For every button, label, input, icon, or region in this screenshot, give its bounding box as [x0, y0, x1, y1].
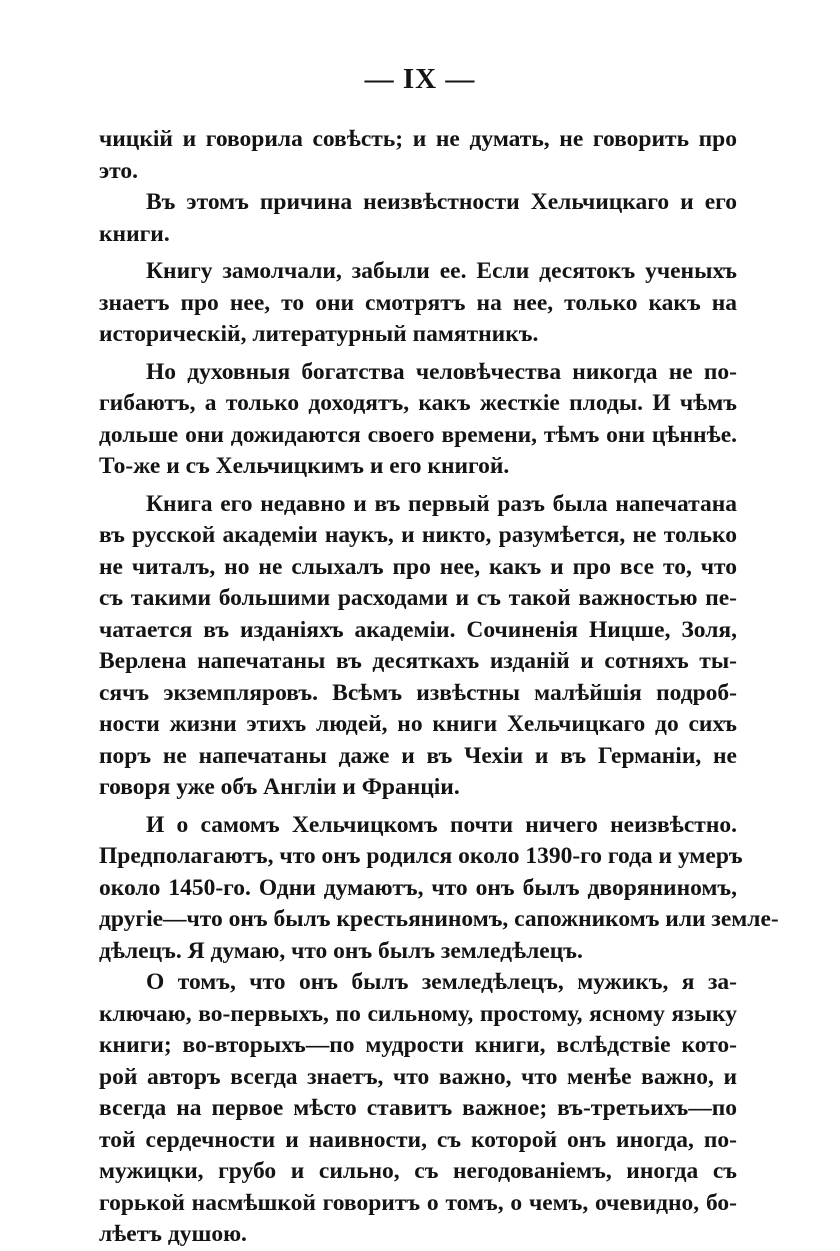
text-line: это.	[99, 157, 139, 184]
text-line: около 1450-го. Одни думаютъ, что онъ былъ дворяниномъ,	[99, 874, 737, 901]
text-line: въ русской академіи наукъ, и никто, разумѣется, не только	[99, 522, 737, 548]
text-line: историческій, литературный памятникъ.	[99, 321, 539, 347]
text-line: всегда на первое мѣсто ставитъ важное; въ-третьихъ—по	[99, 1095, 737, 1121]
text-line: гибаютъ, а только доходятъ, какъ жесткіе плоды. И чѣмъ	[99, 390, 737, 416]
page-number: — IX —	[364, 63, 476, 95]
paragraph	[99, 256, 737, 351]
paragraph	[99, 357, 737, 483]
text-line: Книгу замолчали, забыли ее. Если десятокъ ученыхъ	[146, 258, 737, 284]
text-line: ключаю, во-первыхъ, по сильному, простому, ясному языку	[99, 1000, 737, 1027]
text-line: Книга его недавно и въ первый разъ была напечатана	[146, 490, 737, 517]
text-line: То-же и съ Хельчицкимъ и его книгой.	[99, 453, 510, 479]
text-line: Но духовныя богатства человѣчества никогда не по-	[146, 358, 737, 385]
body-text	[99, 124, 779, 1251]
text-line: знаетъ про нее, то они смотрятъ на нее, только какъ на	[99, 289, 737, 316]
paragraph	[99, 124, 737, 187]
text-line: дольше они дожидаются своего времени, тѣмъ они цѣннѣе.	[99, 421, 737, 448]
paragraph	[99, 187, 737, 250]
paragraph	[99, 489, 737, 804]
text-line: Въ этомъ причина неизвѣстности Хельчицкаго и его	[146, 189, 737, 215]
text-line: сячъ экземпляровъ. Всѣмъ извѣстны малѣйшія подроб-	[99, 679, 737, 706]
text-line: чицкій и говорила совѣсть; и не думать, не говорить про	[99, 126, 737, 152]
text-line: чатается въ изданіяхъ академіи. Сочиненія Ницше, Золя,	[99, 616, 737, 643]
text-line: той сердечности и наивности, съ которой онъ иногда, по-	[99, 1126, 737, 1153]
text-line: горькой насмѣшкой говоритъ о томъ, о чемъ, очевидно, бо-	[99, 1189, 737, 1216]
text-line: дѣлецъ. Я думаю, что онъ былъ земледѣлецъ.	[99, 937, 583, 964]
text-line: О томъ, что онъ былъ земледѣлецъ, мужикъ, я за-	[146, 969, 737, 995]
text-line: ности жизни этихъ людей, но книги Хельчицкаго до сихъ	[99, 711, 737, 737]
text-line: поръ не напечатаны даже и въ Чехіи и въ Германіи, не	[99, 742, 737, 769]
text-line: Предполагаютъ, что онъ родился около 1390-го года и умеръ	[99, 843, 743, 869]
paragraph	[99, 810, 779, 968]
text-line: лѣетъ душою.	[99, 1221, 247, 1247]
text-line: рой авторъ всегда знаетъ, что важно, что менѣе важно, и	[99, 1063, 737, 1090]
text-line: книги; во-вторыхъ—по мудрости книги, вслѣдствіе кото-	[99, 1032, 737, 1058]
text-line: другіе—что онъ былъ крестьяниномъ, сапожникомъ или земле-	[99, 906, 779, 932]
text-line: книги.	[99, 220, 170, 247]
text-line: Верлена напечатаны въ десяткахъ изданій и сотняхъ ты-	[99, 648, 737, 674]
text-line: съ такими большими расходами и съ такой важностью пе-	[99, 585, 737, 611]
text-line: говоря уже объ Англіи и Франціи.	[99, 774, 460, 800]
text-line: И о самомъ Хельчицкомъ почти ничего неизвѣстно.	[146, 811, 737, 838]
text-line: мужицки, грубо и сильно, съ негодованіемъ, иногда съ	[99, 1158, 737, 1184]
paragraph	[99, 967, 737, 1251]
text-line: не читалъ, но не слыхалъ про нее, какъ и про все то, что	[99, 553, 737, 580]
